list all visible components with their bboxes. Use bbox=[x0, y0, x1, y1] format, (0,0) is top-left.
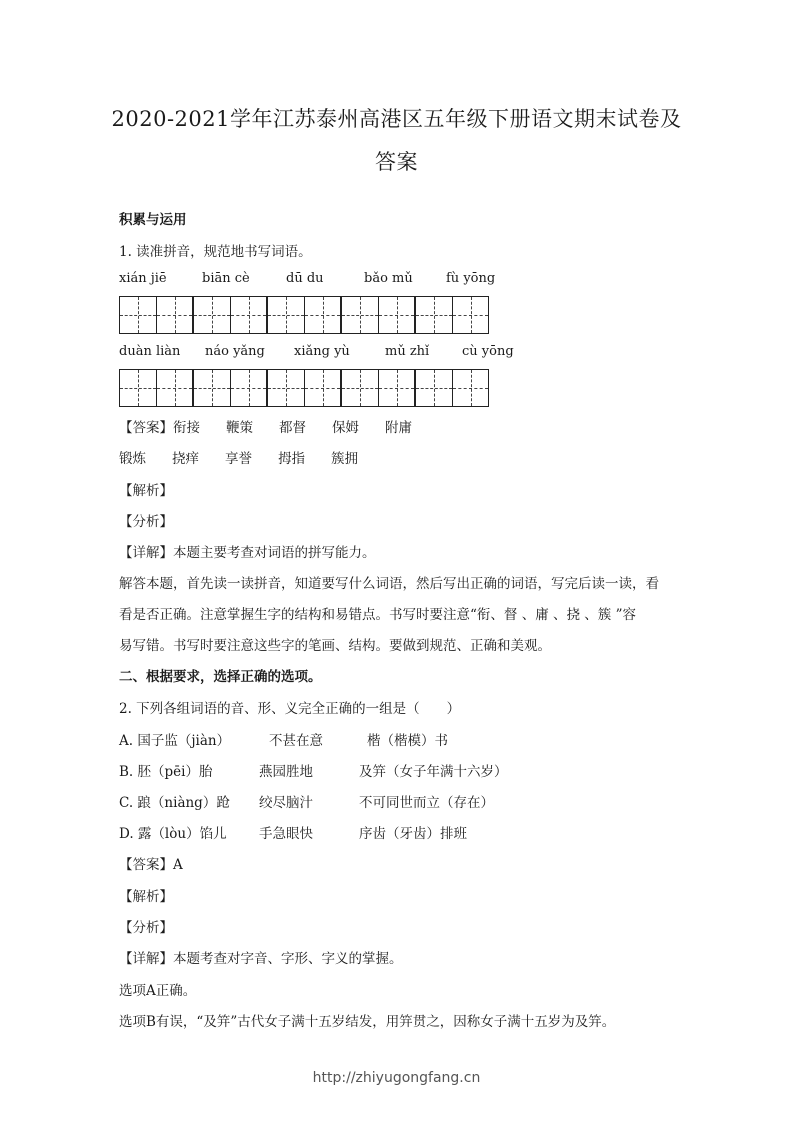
word-box[interactable] bbox=[119, 296, 193, 334]
page-title-line2: 答案 bbox=[375, 150, 418, 174]
pinyin: cù yōng bbox=[462, 344, 514, 359]
option-part: A. 国子监（jiàn） bbox=[119, 733, 231, 749]
explain-1-line-1: 解答本题，首先读一读拼音，知道要写什么词语，然后写出正确的词语，写完后读一读，看 bbox=[119, 576, 659, 592]
pinyin: náo yǎng bbox=[205, 344, 265, 359]
fenxi-label-2: 【分析】 bbox=[119, 920, 173, 936]
pinyin: duàn liàn bbox=[119, 344, 181, 359]
pinyin: fù yōng bbox=[446, 271, 496, 286]
pinyin: xián jiē bbox=[119, 271, 167, 286]
section-heading-2: 二、根据要求，选择正确的选项。 bbox=[119, 669, 322, 685]
word-box[interactable] bbox=[341, 369, 415, 407]
option-b bbox=[119, 760, 508, 780]
answer-word: 享誉 bbox=[225, 451, 252, 467]
word-box[interactable] bbox=[267, 369, 341, 407]
answer-2: 【答案】A bbox=[119, 857, 183, 873]
word-box[interactable] bbox=[193, 296, 267, 334]
question-1: 1. 读准拼音，规范地书写词语。 bbox=[119, 244, 312, 260]
word-box[interactable] bbox=[193, 369, 267, 407]
explain-2-line-2: 选项B有误，“及笄”古代女子满十五岁结发，用笄贯之，因称女子满十五岁为及笄。 bbox=[119, 1014, 616, 1030]
question-2: 2. 下列各组词语的音、形、义完全正确的一组是（ ） bbox=[119, 701, 461, 717]
answer-word: 拇指 bbox=[278, 451, 305, 467]
analysis-label-2: 【解析】 bbox=[119, 889, 173, 905]
pinyin: biān cè bbox=[202, 271, 250, 286]
pinyin: bǎo mǔ bbox=[364, 271, 413, 286]
detail-1: 【详解】本题主要考查对词语的拼写能力。 bbox=[119, 545, 376, 561]
answer-word: 鞭策 bbox=[226, 420, 253, 436]
word-box[interactable] bbox=[267, 296, 341, 334]
option-d bbox=[119, 822, 467, 842]
word-box[interactable] bbox=[415, 369, 489, 407]
option-c bbox=[119, 791, 494, 811]
explain-1-line-3: 易写错。书写时要注意这些字的笔画、结构。要做到规范、正确和美观。 bbox=[119, 638, 551, 654]
option-a bbox=[119, 729, 448, 749]
option-part: 序齿（牙齿）排班 bbox=[359, 826, 467, 842]
answer-word: 保姆 bbox=[332, 420, 359, 436]
option-part: 及笄（女子年满十六岁） bbox=[359, 764, 508, 780]
option-part: 绞尽脑汁 bbox=[259, 795, 313, 811]
word-box[interactable] bbox=[119, 369, 193, 407]
option-part: 手急眼快 bbox=[259, 826, 313, 842]
pinyin: xiǎng yù bbox=[294, 344, 350, 359]
answer-word: 簇拥 bbox=[331, 451, 358, 467]
answer-word: 锻炼 bbox=[119, 451, 146, 467]
word-box[interactable] bbox=[415, 296, 489, 334]
section-heading-1: 积累与运用 bbox=[119, 212, 187, 228]
writing-grid-row-2 bbox=[119, 369, 489, 407]
option-part: D. 露（lòu）馅儿 bbox=[119, 826, 227, 842]
word-box[interactable] bbox=[341, 296, 415, 334]
explain-1-line-2: 看是否正确。注意掌握生字的结构和易错点。书写时要注意“衔、督 、庸 、挠 、簇 ”容 bbox=[119, 607, 636, 623]
option-part: 燕园胜地 bbox=[259, 764, 313, 780]
answer-1-row-1 bbox=[119, 416, 438, 436]
answer-word: 都督 bbox=[279, 420, 306, 436]
detail-2: 【详解】本题考查对字音、字形、字义的掌握。 bbox=[119, 951, 403, 967]
page-title-line1: 2020-2021学年江苏泰州高港区五年级下册语文期末试卷及 bbox=[111, 107, 682, 131]
answer-word: 附庸 bbox=[385, 420, 412, 436]
option-part: C. 踉（niàng）跄 bbox=[119, 795, 230, 811]
answer-word: 衔接 bbox=[173, 420, 200, 436]
answer-word: 挠痒 bbox=[172, 451, 199, 467]
answer-1-row-2 bbox=[119, 447, 384, 467]
fenxi-label-1: 【分析】 bbox=[119, 514, 173, 530]
writing-grid-row-1 bbox=[119, 296, 489, 334]
pinyin: mǔ zhǐ bbox=[385, 344, 430, 359]
analysis-label-1: 【解析】 bbox=[119, 483, 173, 499]
pinyin: dū du bbox=[286, 271, 324, 286]
option-part: 不可同世而立（存在） bbox=[359, 795, 494, 811]
option-part: 不甚在意 bbox=[269, 733, 323, 749]
option-part: B. 胚（pēi）胎 bbox=[119, 764, 213, 780]
footer-url[interactable]: http://zhiyugongfang.cn bbox=[312, 1070, 481, 1086]
explain-2-line-1: 选项A正确。 bbox=[119, 983, 197, 999]
answer-label: 【答案】 bbox=[119, 420, 173, 436]
option-part: 楷（楷模）书 bbox=[367, 733, 448, 749]
